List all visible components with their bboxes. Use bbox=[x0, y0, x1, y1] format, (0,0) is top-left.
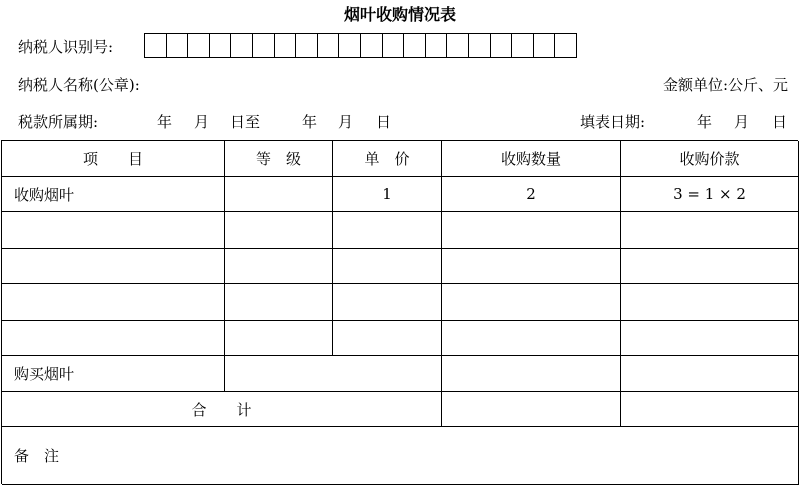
taxpayer-id-digit-box[interactable] bbox=[275, 33, 297, 58]
table-cell[interactable] bbox=[333, 212, 442, 249]
table-cell[interactable] bbox=[442, 212, 621, 249]
table-cell[interactable] bbox=[621, 356, 799, 392]
form-title: 烟叶收购情况表 bbox=[343, 5, 456, 24]
header-grade: 等 级 bbox=[225, 141, 333, 177]
table-cell[interactable] bbox=[442, 284, 621, 321]
purchase-table bbox=[1, 140, 798, 484]
total-label: 合 计 bbox=[2, 392, 442, 427]
table-cell[interactable] bbox=[621, 212, 799, 249]
taxpayer-id-digit-box[interactable] bbox=[447, 33, 469, 58]
taxpayer-id-digit-box[interactable] bbox=[210, 33, 232, 58]
table-cell[interactable] bbox=[225, 177, 333, 212]
table-cell[interactable] bbox=[225, 356, 442, 392]
taxpayer-name-label: 纳税人名称(公章): bbox=[18, 76, 140, 94]
taxpayer-id-digit-box[interactable] bbox=[469, 33, 491, 58]
amount-unit-label: 金额单位:公斤、元 bbox=[662, 76, 788, 94]
remarks-label: 备 注 bbox=[14, 447, 60, 465]
table-cell[interactable] bbox=[2, 284, 225, 321]
header-unit-price: 单 价 bbox=[333, 141, 442, 177]
total-amount[interactable] bbox=[621, 392, 799, 427]
row1-quantity: 2 bbox=[442, 177, 621, 212]
table-cell[interactable] bbox=[333, 249, 442, 284]
table-cell[interactable] bbox=[621, 321, 799, 356]
table-cell[interactable] bbox=[621, 284, 799, 321]
taxpayer-id-boxes[interactable] bbox=[144, 33, 577, 58]
table-cell[interactable] bbox=[225, 249, 333, 284]
taxpayer-id-label: 纳税人识别号: bbox=[18, 38, 114, 56]
header-amount: 收购价款 bbox=[621, 141, 799, 177]
fill-date-label: 填表日期: bbox=[580, 113, 646, 131]
period-month-start: 月 bbox=[194, 113, 210, 131]
remarks[interactable] bbox=[2, 427, 799, 485]
fill-date bbox=[0, 111, 800, 131]
period-month-end: 月 bbox=[338, 113, 354, 131]
table-cell[interactable] bbox=[2, 212, 225, 249]
taxpayer-id-digit-box[interactable] bbox=[404, 33, 426, 58]
header-item: 项 目 bbox=[2, 141, 225, 177]
period-year-start: 年 bbox=[157, 113, 173, 131]
fill-year: 年 bbox=[697, 113, 713, 131]
fill-day: 日 bbox=[772, 113, 788, 131]
period-day-to: 日至 bbox=[230, 113, 261, 131]
row-buy-tobacco-label: 购买烟叶 bbox=[2, 356, 225, 392]
table-cell[interactable] bbox=[442, 249, 621, 284]
taxpayer-id-digit-box[interactable] bbox=[361, 33, 383, 58]
taxpayer-id-digit-box[interactable] bbox=[253, 33, 275, 58]
total-quantity[interactable] bbox=[442, 392, 621, 427]
fill-month: 月 bbox=[734, 113, 750, 131]
table-cell[interactable] bbox=[225, 321, 333, 356]
table-cell[interactable] bbox=[225, 212, 333, 249]
row1-amount: 3 = 1 × 2 bbox=[621, 177, 799, 212]
table-cell[interactable] bbox=[2, 321, 225, 356]
taxpayer-id-digit-box[interactable] bbox=[188, 33, 210, 58]
table-cell[interactable] bbox=[442, 356, 621, 392]
taxpayer-id-digit-box[interactable] bbox=[426, 33, 448, 58]
taxpayer-id-digit-box[interactable] bbox=[145, 33, 167, 58]
table-cell[interactable] bbox=[442, 321, 621, 356]
taxpayer-id-digit-box[interactable] bbox=[534, 33, 556, 58]
taxpayer-id-digit-box[interactable] bbox=[318, 33, 340, 58]
taxpayer-id-digit-box[interactable] bbox=[383, 33, 405, 58]
taxpayer-id-digit-box[interactable] bbox=[512, 33, 534, 58]
header-quantity: 收购数量 bbox=[442, 141, 621, 177]
taxpayer-id-digit-box[interactable] bbox=[231, 33, 253, 58]
period-day-end: 日 bbox=[376, 113, 392, 131]
taxpayer-id-digit-box[interactable] bbox=[296, 33, 318, 58]
table-cell[interactable] bbox=[621, 249, 799, 284]
taxpayer-id-digit-box[interactable] bbox=[491, 33, 513, 58]
row1-unit-price: 1 bbox=[333, 177, 442, 212]
table-cell[interactable] bbox=[333, 321, 442, 356]
taxpayer-id-digit-box[interactable] bbox=[339, 33, 361, 58]
table-cell[interactable] bbox=[225, 284, 333, 321]
table-cell[interactable] bbox=[333, 284, 442, 321]
row-purchase-tobacco-label: 收购烟叶 bbox=[2, 177, 225, 212]
period-year-end: 年 bbox=[302, 113, 318, 131]
tax-period-label: 税款所属期: bbox=[18, 113, 99, 131]
taxpayer-id-digit-box[interactable] bbox=[167, 33, 189, 58]
taxpayer-id-digit-box[interactable] bbox=[555, 33, 577, 58]
table-cell[interactable] bbox=[2, 249, 225, 284]
